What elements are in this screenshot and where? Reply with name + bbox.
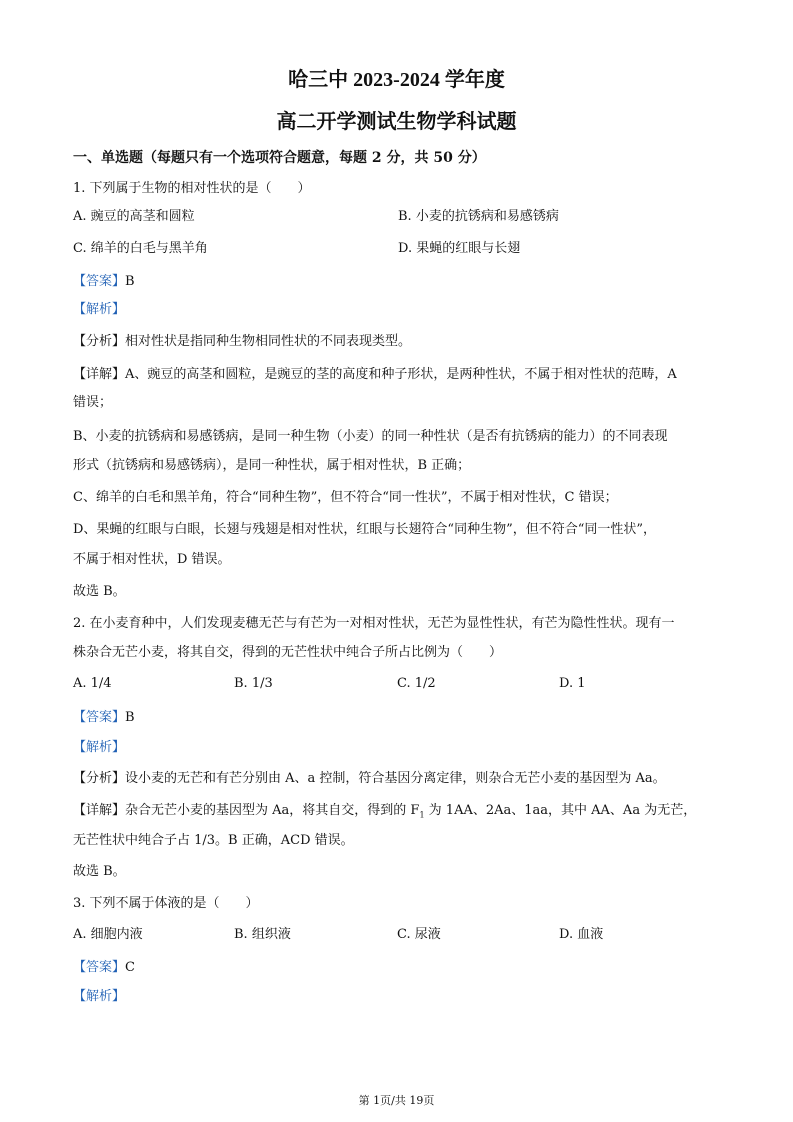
q1-detail-5: C、绵羊的白毛和黑羊角，符合“同种生物”，但不符合“同一性状”，不属于相对性状，C 错误； <box>73 490 618 505</box>
q3-option-b: B. 组织液 <box>234 927 291 942</box>
q2-detail-1 <box>73 799 696 820</box>
q2-analysis-label: 【解析】 <box>73 740 126 755</box>
q3-answer-value: C <box>125 960 135 975</box>
q1-option-a: A. 豌豆的高茎和圆粒 <box>73 209 195 224</box>
q1-detail-1: 【详解】A、豌豆的高茎和圆粒，是豌豆的茎的高度和种子形状，是两种性状，不属于相对性状的范畴，A <box>73 367 677 382</box>
q3-answer <box>73 956 135 975</box>
q2-detail-1-pre: 【详解】杂合无芒小麦的基因型为 Aa，将其自交，得到的 F <box>73 803 420 818</box>
q1-stem: 1. 下列属于生物的相对性状的是（ ） <box>73 181 311 196</box>
q2-stem-1: 2. 在小麦育种中，人们发现麦穗无芒与有芒为一对相对性状，无芒为显性性状，有芒为隐性性状。现有一 <box>73 616 675 631</box>
q1-fenxi: 【分析】相对性状是指同种生物相同性状的不同表现类型。 <box>73 334 412 349</box>
q1-detail-3: B、小麦的抗锈病和易感锈病，是同一种生物（小麦）的同一种性状（是否有抗锈病的能力）的不同表现 <box>73 429 668 444</box>
q1-answer-value: B <box>125 274 135 289</box>
answer-label: 【答案】 <box>73 710 126 725</box>
q1-option-b: B. 小麦的抗锈病和易感锈病 <box>398 209 559 224</box>
answer-label: 【答案】 <box>73 960 126 975</box>
q2-conclusion: 故选 B。 <box>73 864 126 879</box>
q2-option-a: A. 1/4 <box>73 676 112 691</box>
q3-option-c: C. 尿液 <box>397 927 441 942</box>
section-heading: 一、单选题（每题只有一个选项符合题意，每题 2 分，共 50 分） <box>73 150 486 166</box>
q1-conclusion: 故选 B。 <box>73 584 126 599</box>
q1-answer <box>73 270 135 289</box>
q1-option-d: D. 果蝇的红眼与长翅 <box>398 241 521 256</box>
q2-answer <box>73 706 135 725</box>
q3-analysis-label: 【解析】 <box>73 989 126 1004</box>
q1-detail-2: 错误； <box>73 395 113 410</box>
q2-detail-1-subscript: 1 <box>419 810 425 820</box>
q2-option-d: D. 1 <box>559 676 586 691</box>
q2-stem-2: 株杂合无芒小麦，将其自交，得到的无芒性状中纯合子所占比例为（ ） <box>73 645 503 660</box>
q2-fenxi: 【分析】设小麦的无芒和有芒分别由 A、a 控制，符合基因分离定律，则杂合无芒小麦的基因型为 Aa。 <box>73 771 666 786</box>
q1-detail-4: 形式（抗锈病和易感锈病），是同一种性状，属于相对性状，B 正确； <box>73 458 471 473</box>
q2-option-c: C. 1/2 <box>397 676 436 691</box>
page-footer: 第 1页/共 19页 <box>358 1094 435 1107</box>
q2-answer-value: B <box>125 710 135 725</box>
answer-label: 【答案】 <box>73 274 126 289</box>
q1-detail-6: D、果蝇的红眼与白眼，长翅与残翅是相对性状，红眼与长翅符合“同种生物”，但不符合“同一性状”， <box>73 522 657 537</box>
q1-option-c: C. 绵羊的白毛与黑羊角 <box>73 241 208 256</box>
exam-title-line2: 高二开学测试生物学科试题 <box>276 111 517 133</box>
q3-option-a: A. 细胞内液 <box>73 927 143 942</box>
q1-analysis-label: 【解析】 <box>73 302 126 317</box>
q1-detail-7: 不属于相对性状，D 错误。 <box>73 552 231 567</box>
q3-stem: 3. 下列不属于体液的是（ ） <box>73 896 259 911</box>
q3-option-d: D. 血液 <box>559 927 604 942</box>
q2-option-b: B. 1/3 <box>234 676 273 691</box>
q2-detail-2: 无芒性状中纯合子占 1/3。B 正确，ACD 错误。 <box>73 833 354 848</box>
q2-detail-1-post: 为 1AA、2Aa、1aa，其中 AA、Aa 为无芒， <box>424 803 697 818</box>
exam-title-line1: 哈三中 2023-2024 学年度 <box>288 69 505 91</box>
